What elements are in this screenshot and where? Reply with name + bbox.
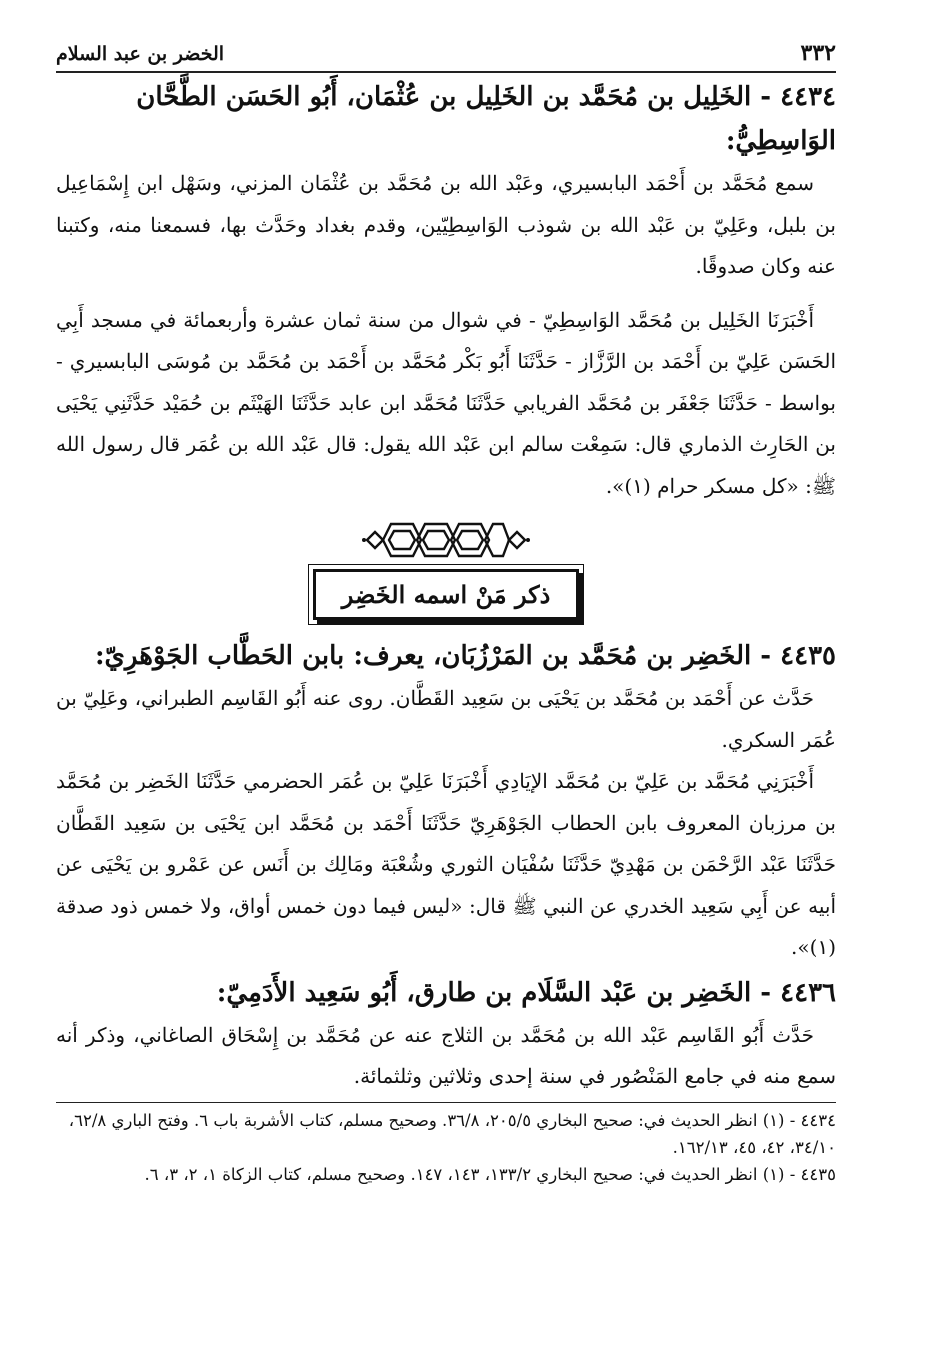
section-title: ذكر مَنْ اسمه الخَضِر <box>313 569 580 620</box>
section-title-box <box>56 569 836 620</box>
entry-4434-paragraph-2: أَخْبَرَنَا الخَلِيل بن مُحَمَّد الوَاسِطِيّ - في شوال من سنة ثمان عشرة وأربعمائة في مسجد أَبِي الحَسَن عَلِيّ بن أَحْمَد بن الرَّزَّاز - حَدَّثَنَا أَبُو بَكْر مُحَمَّد بن أَحْمَد بن مُحَمَّد بن مُوسَى البابسيري - بواسط - حَدَّثَنَا جَعْفَر بن مُحَمَّد الفريابي حَدَّثَنَا مُحَمَّد ابن عابد حَدَّثَنَا الهَيْثَم بن حُمَيْد حَدَّثَنِي يَحْيَى بن الحَارِث الذماري قال: سَمِعْت سالم ابن عَبْد الله يقول: قال عَبْد الله بن عُمَر قال رسول الله ﷺ: «كل مسكر حرام (١)». <box>56 307 836 498</box>
entry-4435-heading: ٤٤٣٥ - الخَضِر بن مُحَمَّد بن المَرْزُبَان، يعرف: بابن الحَطَّاب الجَوْهَرِيّ: <box>94 641 836 671</box>
running-header <box>56 40 836 73</box>
footnote-4435: ٤٤٣٥ - (١) انظر الحديث في: صحيح البخاري ١٣٣/٢، ١٤٣، ١٤٧. وصحيح مسلم، كتاب الزكاة ١، ٢، ٣، ٦. <box>144 1164 836 1184</box>
entry-4434-heading: ٤٤٣٤ - الخَلِيل بن مُحَمَّد بن الخَلِيل بن عُثْمَان، أَبُو الحَسَن الطَّحَّان الوَاسِطِيُّ: <box>136 82 836 156</box>
entry-4436-heading: ٤٤٣٦ - الخَضِر بن عَبْد السَّلَام بن طارق، أَبُو سَعِيد الأَدَمِيّ: <box>216 977 836 1008</box>
ornament-divider <box>56 519 836 561</box>
entry-4435-paragraph-2: أَخْبَرَنِي مُحَمَّد بن عَلِيّ بن مُحَمَّد الإيَادِي أَخْبَرَنَا عَلِيّ بن عُمَر الحضرمي حَدَّثَنَا الخَضِر بن مُحَمَّد بن مرزبان المعروف بابن الحطاب الجَوْهَرِيّ حَدَّثَنَا أَحْمَد بن مُحَمَّد ابن يَحْيَى بن سَعِيد القَطَّان حَدَّثَنَا عَبْد الرَّحْمَن بن مَهْدِيّ حَدَّثَنَا سُفْيَان الثوري وشُعْبَة ومَالِك بن أَنَس عن عَمْرو بن يَحْيَى عن أبيه عن أَبِي سَعِيد الخدري عن النبي ﷺ قال: «ليس فيما دون خمس أواق، ولا خمس ذود صدقة (١)». <box>56 769 837 959</box>
entry-4436-paragraph-1: حَدَّث أَبُو القَاسِم عَبْد الله بن مُحَمَّد بن الثلاج عنه عن مُحَمَّد بن إِسْحَاق الصاغاني، وذكر أنه سمع منه في جامع المَنْصُور في سنة إحدى وثلاثين وثلثمائة. <box>56 1022 836 1088</box>
book-page <box>56 40 836 1340</box>
ornament-icon <box>361 519 531 561</box>
footnote-separator <box>56 1102 836 1103</box>
page-number: ٣٣٢ <box>800 40 836 66</box>
entry-4434-paragraph-1: سمع مُحَمَّد بن أَحْمَد البابسيري، وعَبْد الله بن مُحَمَّد بن عُثْمَان المزني، وسَهْل ابن إِسْمَاعِيل بن بلبل، وعَلِيّ بن عَبْد الله بن شوذب الوَاسِطِيّين، وقدم بغداد وحَدَّث بها، فسمعنا منه، وكتبنا عنه وكان صدوقًا. <box>56 171 836 278</box>
entry-4435-paragraph-1: حَدَّث عن أَحْمَد بن مُحَمَّد بن يَحْيَى بن سَعِيد القَطَّان. روى عنه أَبُو القَاسِم الطبراني، وعَلِيّ بن عُمَر السكري. <box>56 686 836 752</box>
footnote-4434: ٤٤٣٤ - (١) انظر الحديث في: صحيح البخاري ٢٠٥/٥، ٣٦/٨. وصحيح مسلم، كتاب الأشربة باب ٦. وفتح الباري ٦٢/٨، ٣٤/١٠، ٤٢، ٤٥، ١٦٢/١٣. <box>68 1110 836 1157</box>
running-title: الخضر بن عبد السلام <box>56 43 225 65</box>
